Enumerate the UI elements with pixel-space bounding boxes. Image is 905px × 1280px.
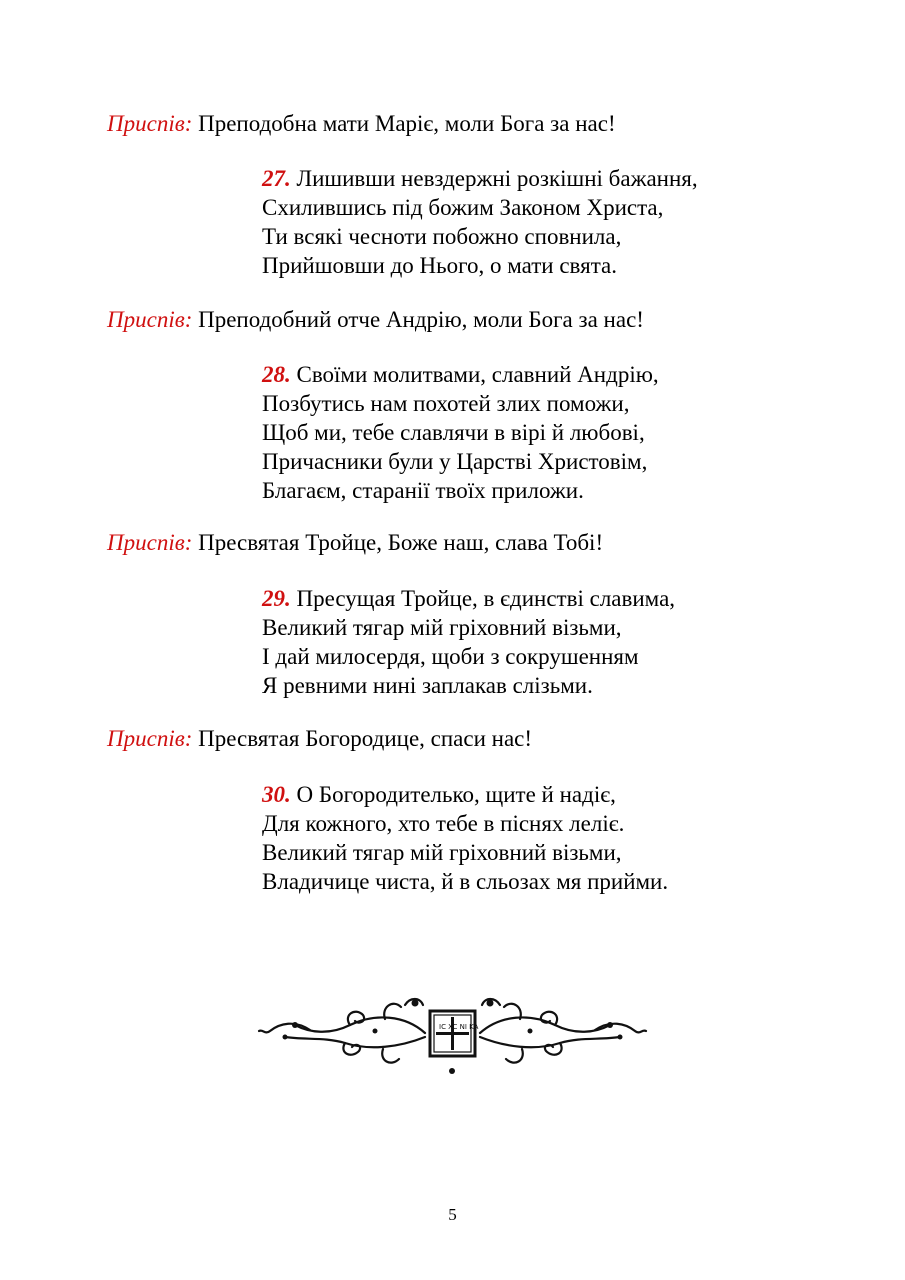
stanza-line: Благаєм, старанії твоїх приложи.: [262, 478, 584, 503]
stanza-30: [262, 780, 668, 896]
refrain-27: [107, 110, 616, 138]
refrain-29: [107, 529, 603, 557]
stanza-line-text: Лишивши невздержні розкішні бажання,: [296, 166, 698, 191]
refrain-label: Приспів:: [107, 111, 193, 136]
stanza-line: Великий тягар мій гріховний візьми,: [262, 840, 622, 865]
stanza-line-text: О Богородителько, щите й надіє,: [296, 782, 616, 807]
stanza-line: [262, 360, 659, 389]
stanza-line: І дай милосердя, щоби з сокрушенням: [262, 644, 639, 669]
stanza-line: [262, 584, 675, 613]
stanza-line: [262, 164, 698, 193]
stanza-line-text: Пресущая Тройце, в єдинстві славима,: [296, 586, 676, 611]
stanza-line: Великий тягар мій гріховний візьми,: [262, 615, 622, 640]
refrain-text: Преподобна мати Маріє, моли Бога за нас!: [198, 111, 616, 136]
stanza-28: [262, 360, 659, 505]
stanza-line-text: Своїми молитвами, славний Андрію,: [296, 362, 659, 387]
stanza-line: Прийшовши до Нього, о мати свята.: [262, 253, 617, 278]
floral-cross-ornament-icon: [255, 985, 650, 1075]
stanza-29: [262, 584, 675, 700]
refrain-text: Пресвятая Тройце, Боже наш, слава Тобі!: [198, 530, 604, 555]
refrain-label: Приспів:: [107, 530, 193, 555]
stanza-line: Я ревними нині заплакав слізьми.: [262, 673, 593, 698]
stanza-line: Позбутись нам похотей злих поможи,: [262, 391, 630, 416]
refrain-text: Пресвятая Богородице, спаси нас!: [198, 726, 533, 751]
stanza-27: [262, 164, 698, 280]
refrain-28: [107, 306, 644, 334]
stanza-line: [262, 780, 668, 809]
refrain-label: Приспів:: [107, 726, 193, 751]
stanza-line: Причасники були у Царстві Христовім,: [262, 449, 648, 474]
refrain-label: Приспів:: [107, 307, 193, 332]
stanza-number: 29.: [262, 586, 291, 611]
refrain-text: Преподобний отче Андрію, моли Бога за нас!: [198, 307, 644, 332]
refrain-30: [107, 725, 532, 753]
stanza-line: Для кожного, хто тебе в піснях леліє.: [262, 811, 625, 836]
stanza-line: Ти всякі чесноти побожно сповнила,: [262, 224, 622, 249]
stanza-number: 30.: [262, 782, 291, 807]
stanza-line: Владичице чиста, й в сльозах мя прийми.: [262, 869, 669, 894]
stanza-line: Схилившись під божим Законом Христа,: [262, 195, 664, 220]
stanza-line: Щоб ми, тебе славлячи в вірі й любові,: [262, 420, 645, 445]
ornament-letters: IC XC NI KA: [439, 1023, 479, 1031]
stanza-number: 27.: [262, 166, 291, 191]
stanza-number: 28.: [262, 362, 291, 387]
page-number: 5: [448, 1205, 457, 1224]
